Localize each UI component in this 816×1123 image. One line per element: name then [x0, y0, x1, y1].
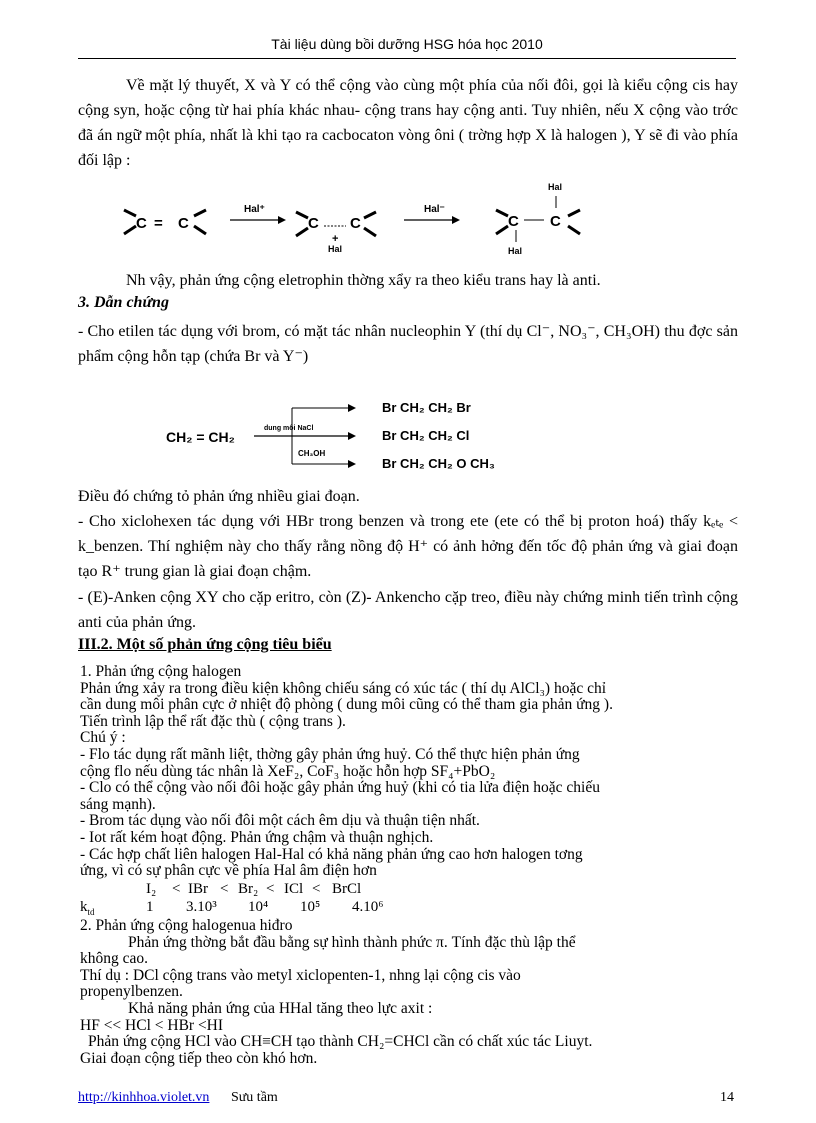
- text-line: - Flo tác dụng rất mãnh liệt, thờng gây phản ứng huỷ. Có thể thực hiện phản ứng: [80, 745, 580, 763]
- hydrogen-halide-block: [80, 918, 740, 1067]
- anti-addition-scheme: [110, 180, 610, 260]
- species: I₂: [146, 881, 157, 897]
- header-rule: [78, 58, 736, 59]
- k-label: $k_{td}$: [80, 899, 95, 917]
- text-line: - Clo có thể cộng vào nối đôi hoặc gây phản ứng huỷ (khi có tia lửa điện hoặc chiếu: [80, 779, 600, 797]
- text-line: HF << HCl < HBr <HI: [80, 1016, 224, 1034]
- value: 3.10³: [186, 899, 217, 915]
- text-line: Giai đoạn cộng tiếp theo còn khó hơn.: [80, 1049, 318, 1067]
- page-number: 14: [720, 1090, 734, 1105]
- hal-top: Hal: [548, 182, 563, 192]
- scheme-c4: C: [350, 215, 361, 232]
- text-line: Thí dụ : DCl cộng trans vào metyl xiclopenten-1, nhng lại cộng cis vào: [80, 966, 521, 984]
- bond: [194, 210, 206, 216]
- ethylene-bromination-scheme: [160, 390, 560, 480]
- scheme-c6: C: [550, 213, 561, 230]
- paragraph-conclusion: Nh vậy, phản ứng cộng eletrophin thờng xẩy ra theo kiểu trans hay là anti.: [126, 272, 601, 289]
- paragraph-ethylene: - Cho etilen tác dụng với brom, có mặt tác nhân nucleophin Y (thí dụ Cl⁻, NO₃⁻, CH₃OH) thu đợc sản phẩm cộng hỗn tạp (chứa Br và Y⁻): [78, 323, 738, 365]
- page-header-title: Tài liệu dùng bồi dưỡng HSG hóa học 2010: [271, 36, 543, 52]
- text-line: - Brom tác dụng vào nối đôi một cách êm dịu và thuận tiện nhất.: [80, 812, 480, 830]
- arrowhead-1: [278, 216, 286, 224]
- reagent-hal-minus: Hal⁻: [424, 204, 445, 215]
- text-line: không cao.: [80, 950, 149, 968]
- text-line: cộng flo nếu dùng tác nhân là XeF₂, CoF₃ hoặc hỗn hợp SF₄+PbO₂: [80, 762, 496, 780]
- text-line: - Iot rất kém hoạt động. Phản ứng chậm và thuận nghịch.: [80, 828, 434, 846]
- symbol: <: [220, 881, 229, 897]
- text-line: Tiến trình lập thể rất đặc thù ( cộng trans ).: [80, 712, 346, 730]
- bond: [124, 226, 136, 234]
- paragraph-cyclohexene: - Cho xiclohexen tác dụng với HBr trong benzen và trong ete (ete có thể bị proton hoá) thấy kₑₜₑ < k_benzen. Thí nghiệm này cho thấy rằng nồng độ H⁺ có ảnh hởng đến tốc độ phản ứng và giai đoạn tạo R⁺ trung gian là giai đoạn chậm.: [78, 513, 738, 580]
- reactant-ethylene: CH₂ = CH₂: [166, 429, 235, 445]
- species: ICl: [284, 881, 304, 897]
- text-line: cần dung môi phân cực ở nhiệt độ phòng ( dung môi cũng có thể tham gia phản ứng ).: [80, 696, 613, 714]
- text-line: - Các hợp chất liên halogen Hal-Hal có khả năng phản ứng cao hơn halogen tơng: [80, 845, 583, 863]
- text-line: 1. Phản ứng cộng halogen: [80, 663, 242, 680]
- text-line: Phản ứng xảy ra trong điều kiện không chiếu sáng có xúc tác ( thí dụ AlCl₃) hoặc chỉ: [80, 679, 607, 697]
- text-line: propenylbenzen.: [80, 983, 183, 1001]
- bond: [124, 210, 136, 216]
- condition-methanol: CH₃OH: [298, 449, 326, 458]
- product-bromoether: Br CH₂ CH₂ O CH₃: [382, 456, 495, 471]
- value: 10⁴: [248, 899, 269, 915]
- hal-bottom: Hal: [508, 246, 523, 256]
- scheme-c3: C: [308, 215, 319, 232]
- species: Br₂: [238, 881, 259, 897]
- product-bromochloride: Br CH₂ CH₂ Cl: [382, 428, 470, 443]
- scheme-c1: C: [136, 215, 147, 232]
- product-dibromide: Br CH₂ CH₂ Br: [382, 400, 471, 415]
- footer-source: Sưu tầm: [230, 1090, 278, 1105]
- species: BrCl: [332, 881, 362, 897]
- value: 1: [146, 899, 154, 915]
- paragraph-multistep: Điều đó chứng tỏ phản ứng nhiều giai đoạn.: [78, 488, 360, 505]
- text-line: Phản ứng cộng HCl vào CH≡CH tạo thành CH₂=CHCl cần có chất xúc tác Liuyt.: [88, 1033, 593, 1051]
- text-line: 2. Phản ứng cộng halogenua hiđro: [80, 917, 293, 934]
- symbol: <: [172, 881, 181, 897]
- value: 10⁵: [300, 899, 321, 915]
- halogen-addition-block: [80, 664, 740, 880]
- footer: [78, 1090, 278, 1106]
- text-line: sáng mạnh).: [80, 795, 156, 813]
- bridge-hal: Hal: [328, 244, 343, 254]
- arrowhead-2: [452, 216, 460, 224]
- text-line: Khả năng phản ứng của HHal tăng theo lực axit :: [128, 999, 433, 1017]
- scheme-c5: C: [508, 213, 519, 230]
- scheme-eq: =: [154, 215, 163, 232]
- symbol: <: [266, 881, 275, 897]
- paragraph-alkene-pairs: - (E)-Anken cộng XY cho cặp eritro, còn (Z)- Ankencho cặp treo, điều này chứng minh tiến trình cộng anti của phản ứng.: [78, 589, 738, 631]
- heading-evidence: 3. Dẫn chứng: [78, 294, 169, 311]
- svg-text:+: +: [332, 233, 339, 245]
- section-heading: III.2. Một số phản ứng cộng tiêu biểu: [78, 636, 332, 653]
- symbol: <: [312, 881, 321, 897]
- condition-nacl: dung môi NaCl: [264, 425, 314, 432]
- text-line: Chú ý :: [80, 729, 126, 747]
- text-line: Phản ứng thờng bắt đầu bằng sự hình thành phức π. Tính đặc thù lập thể: [128, 933, 576, 951]
- footer-link[interactable]: http://kinhhoa.violet.vn: [78, 1090, 210, 1105]
- bond: [194, 226, 206, 234]
- reagent-hal-plus: Hal⁺: [244, 204, 265, 215]
- scheme-c2: C: [178, 215, 189, 232]
- paragraph-theory: Về mặt lý thuyết, X và Y có thể cộng vào cùng một phía của nối đôi, gọi là kiểu cộng cis hay cộng syn, hoặc cộng từ hai phía khác nhau- cộng trans hay cộng anti. Tuy nhiên, nếu X cộng vào trớc đã án ngữ một phía, nhất là khi tạo ra cacbocaton vòng ôni ( trờng hợp X là halogen ), Y sẽ đi vào phía đối lập :: [78, 77, 738, 169]
- value: 4.10⁶: [352, 899, 384, 915]
- text-line: ứng, vì có sự phân cực về phía Hal âm điện hơn: [80, 862, 377, 880]
- species: IBr: [188, 881, 208, 897]
